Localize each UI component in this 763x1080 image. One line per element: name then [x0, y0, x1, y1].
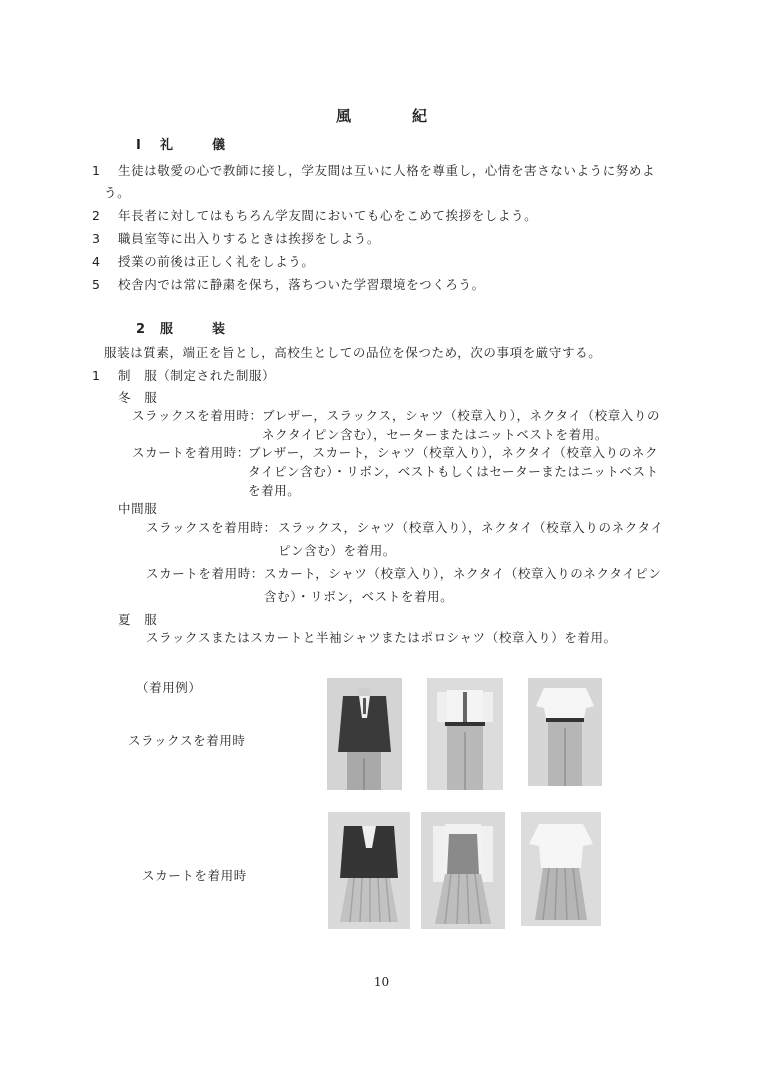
middle-slacks-line1: スラックス，シャツ（校章入り），ネクタイ（校章入りのネクタイ	[278, 520, 664, 535]
middle-slacks-line2: ピン含む）を着用。	[278, 543, 396, 558]
item1-text: 生徒は敬愛の心で教師に接し，学友間は互いに人格を尊重し，心情を害さないように努めよ	[118, 163, 656, 178]
winter-skirt-line2: タイピン含む）・リボン，ベストもしくはセーターまたはニットベスト	[248, 464, 659, 479]
summer-text: スラックスまたはスカートと半袖シャツまたはポロシャツ（校章入り）を着用。	[146, 630, 617, 645]
example-skirt-caption: スカートを着用時	[142, 868, 247, 883]
photo-slacks-summer	[528, 678, 602, 786]
section1-number: Ⅰ	[136, 138, 142, 153]
middle-skirt-term: スカートを着用時：	[146, 566, 264, 581]
photo-slacks-winter	[327, 678, 402, 790]
middle-skirt-line1: スカート，シャツ（校章入り），ネクタイ（校章入りのネクタイピン	[264, 566, 662, 581]
example-label: （着用例）	[136, 680, 202, 695]
section2-heading-b: 装	[212, 322, 226, 337]
page-number: 10	[373, 975, 390, 989]
title-char-1: 風	[336, 107, 352, 125]
winter-skirt-term: スカートを着用時：	[132, 445, 250, 460]
middle-skirt-line2: 含む）・リボン，ベストを着用。	[264, 589, 454, 604]
item1-number: 1	[92, 163, 101, 178]
item4-text: 授業の前後は正しく礼をしよう。	[118, 254, 315, 269]
photo-skirt-summer	[521, 812, 601, 926]
middle-slacks-term: スラックスを着用時：	[146, 520, 277, 535]
item1-text-cont: う。	[104, 185, 131, 200]
photo-slacks-middle	[427, 678, 503, 790]
example-slacks-caption: スラックスを着用時	[128, 733, 246, 748]
item2-number: 2	[92, 208, 101, 223]
item2-text: 年長者に対してはもちろん学友間においても心をこめて挨拶をしよう。	[118, 208, 538, 223]
item4-number: 4	[92, 254, 101, 269]
winter-label: 冬 服	[118, 390, 158, 405]
winter-skirt-line3: を着用。	[248, 483, 301, 498]
section1-heading-b: 儀	[212, 138, 226, 153]
title-char-2: 紀	[412, 107, 428, 125]
winter-slacks-line1: ブレザー，スラックス，シャツ（校章入り），ネクタイ（校章入りの	[262, 408, 661, 423]
section2-number: 2	[136, 322, 146, 337]
item3-text: 職員室等に出入りするときは挨拶をしよう。	[118, 231, 381, 246]
uniform-number: 1	[92, 368, 101, 383]
item3-number: 3	[92, 231, 101, 246]
photo-skirt-winter	[328, 812, 410, 929]
middle-label: 中間服	[118, 501, 158, 516]
uniform-label: 制 服（制定された制服）	[118, 368, 276, 383]
item5-number: 5	[92, 277, 101, 292]
photo-skirt-middle	[421, 812, 505, 929]
section2-heading-a: 服	[160, 322, 174, 337]
item5-text: 校舎内では常に静粛を保ち，落ちついた学習環境をつくろう。	[118, 277, 485, 292]
section2-intro: 服装は質素，端正を旨とし，高校生としての品位を保つため，次の事項を厳守する。	[104, 345, 602, 360]
section1-heading-a: 礼	[160, 138, 174, 153]
summer-label: 夏 服	[118, 612, 158, 627]
winter-skirt-line1: ブレザー，スカート，シャツ（校章入り），ネクタイ（校章入りのネク	[248, 445, 659, 460]
winter-slacks-line2: ネクタイピン含む），セーターまたはニットベストを着用。	[262, 427, 608, 442]
winter-slacks-term: スラックスを着用時：	[132, 408, 263, 423]
